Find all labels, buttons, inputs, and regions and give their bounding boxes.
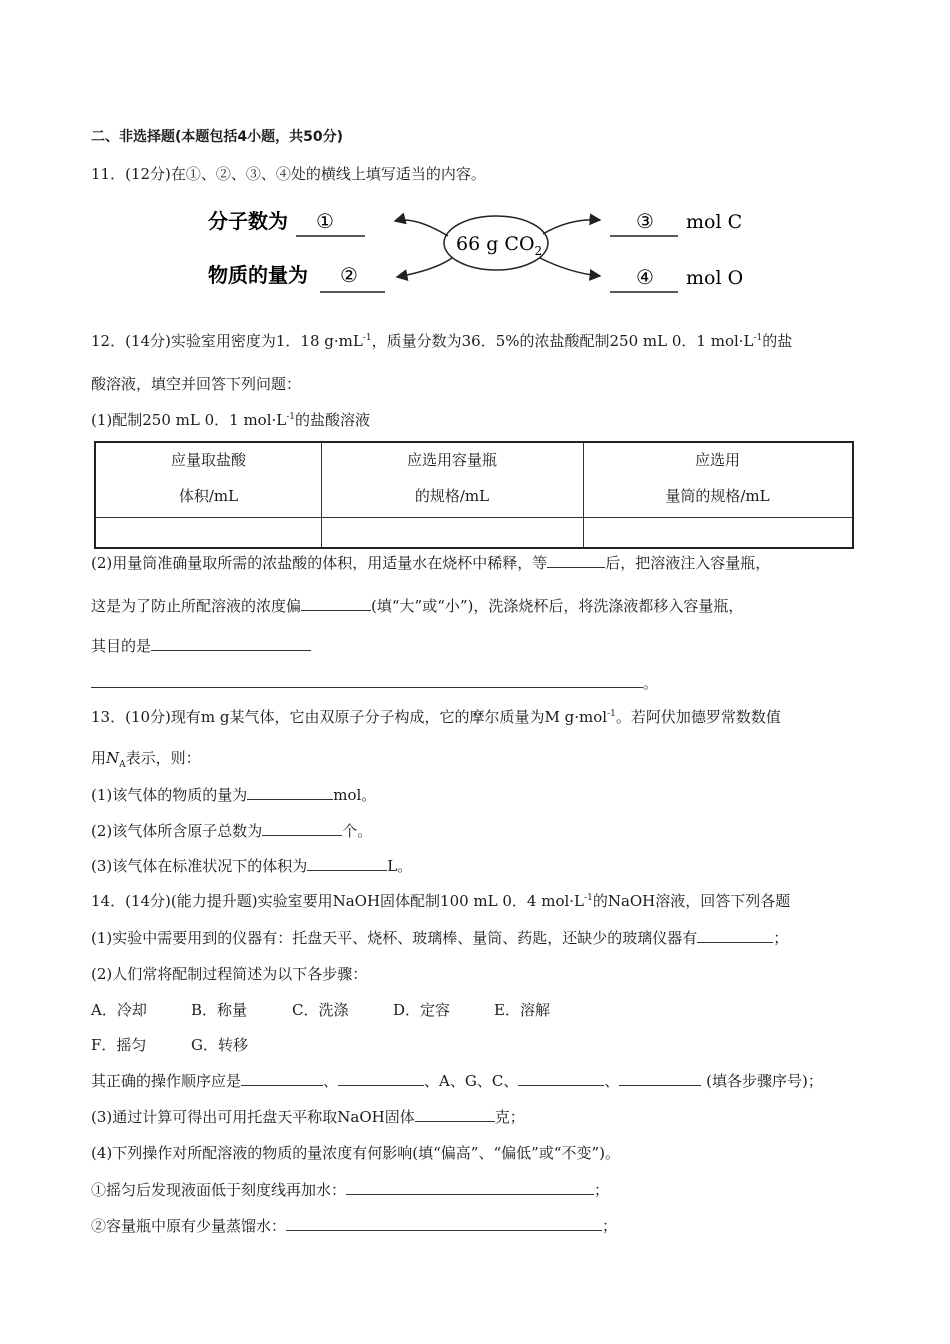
left-top-label: 分子数为 — [208, 209, 288, 233]
co2-diagram — [200, 198, 760, 308]
blank-purpose-continued[interactable] — [91, 673, 643, 688]
answer-table — [94, 441, 854, 549]
blank-atom-count[interactable] — [262, 821, 342, 836]
question-14-line1: 14．(14分)(能力提升题)实验室要用NaOH固体配制100 mL 0．4 $mol\cdot L^{-1}$的NaOH溶液，回答下列各题 — [91, 892, 791, 910]
question-12-sub1: (1)配制250 mL 0．1 $mol\cdot L^{-1}$的盐酸溶液 — [91, 411, 371, 429]
blank-concentration-bias[interactable] — [301, 596, 371, 611]
blank-amount-mol[interactable] — [247, 785, 333, 800]
step-a: A．冷却 — [91, 1001, 147, 1019]
blank-missing-glassware[interactable] — [697, 928, 773, 943]
question-14-item1: ①摇匀后发现液面低于刻度线再加水： ； — [91, 1181, 610, 1199]
table-header-col3-line1: 应选用 — [694, 451, 740, 469]
question-13-line2: 用$N_A$表示，则： — [91, 749, 201, 770]
table-header-col2-line2: 的规格/mL — [414, 487, 490, 505]
right-bottom-unit: mol O — [686, 267, 744, 289]
arrow-left-bottom — [397, 258, 452, 277]
question-14-order: 其正确的操作顺序应是 、 、A、G、C、 、 (填各步骤序号)； — [91, 1072, 823, 1090]
step-b: B．称量 — [191, 1001, 248, 1019]
question-11-text: 11．(12分)在①、②、③、④处的横线上填写适当的内容。 — [91, 165, 486, 183]
table-answer-cell-1[interactable] — [96, 518, 321, 548]
step-e: E．溶解 — [494, 1001, 550, 1019]
blank-purpose[interactable] — [151, 636, 311, 651]
section-title: 二、非选择题(本题包括4小题，共50分) — [91, 129, 344, 145]
right-top-blank: ③ — [636, 209, 654, 233]
question-14-item2: ②容量瓶中原有少量蒸馏水： ； — [91, 1217, 618, 1235]
blank-order-3[interactable] — [518, 1071, 604, 1086]
question-12-sub2-line3: 其目的是 — [91, 636, 311, 656]
blank-effect-1[interactable] — [346, 1180, 594, 1195]
step-c: C．洗涤 — [292, 1001, 349, 1019]
arrow-right-top — [543, 220, 600, 234]
question-14-sub3: (3)通过计算可得出可用托盘天平称取NaOH固体 克； — [91, 1108, 525, 1126]
question-14-sub1: (1)实验中需要用到的仪器有：托盘天平、烧杯、玻璃棒、量筒、药匙，还缺少的玻璃仪器有 ； — [91, 929, 789, 947]
step-f: F．摇匀 — [91, 1036, 147, 1054]
arrow-right-bottom — [540, 258, 600, 276]
right-top-unit: mol C — [686, 211, 743, 233]
table-header-col1-line2: 体积/mL — [178, 487, 239, 505]
left-bottom-label: 物质的量为 — [208, 263, 308, 287]
steps-row-1 — [91, 1000, 550, 1020]
question-14-sub4: (4)下列操作对所配溶液的物质的量浓度有何影响(填“偏高”、“偏低”或“不变”)。 — [91, 1144, 620, 1162]
right-bottom-blank: ④ — [636, 265, 654, 289]
table-answer-cell-3[interactable] — [584, 518, 852, 548]
steps-row-2 — [91, 1035, 248, 1055]
question-13-line1: 13．(10分)现有m g某气体，它由双原子分子构成，它的摩尔质量为M g·mol$^{-1}$。若阿伏加德罗常数数值 — [91, 708, 781, 726]
blank-volume[interactable] — [307, 856, 387, 871]
step-g: G．转移 — [191, 1036, 248, 1054]
blank-order-4[interactable] — [619, 1071, 701, 1086]
table-header-col1-line1: 应量取盐酸 — [170, 451, 246, 469]
co2-label: 66 g $CO_2$ — [456, 233, 543, 258]
question-12-sub2-line4: 。 — [91, 673, 658, 693]
question-12-line2: 酸溶液，填空并回答下列问题： — [91, 375, 302, 393]
table-header-col3-line2: 量筒的规格/mL — [665, 487, 770, 505]
question-12-sub2-line2: 这是为了防止所配溶液的浓度偏 (填“大”或“小”)，洗涤烧杯后，将洗涤液都移入容量瓶， — [91, 597, 744, 615]
blank-naoh-mass[interactable] — [415, 1107, 495, 1122]
blank-wait-until[interactable] — [547, 553, 605, 568]
question-12-sub2-line1: (2)用量筒准确量取所需的浓盐酸的体积，用适量水在烧杯中稀释，等 后，把溶液注入容量瓶， — [91, 554, 771, 572]
table-answer-cell-2[interactable] — [322, 518, 583, 548]
question-13-sub2: (2)该气体所含原子总数为 个。 — [91, 822, 373, 840]
left-top-blank: ① — [316, 209, 334, 233]
step-d: D．定容 — [393, 1001, 451, 1019]
question-14-sub2: (2)人们常将配制过程简述为以下各步骤： — [91, 965, 368, 983]
blank-order-1[interactable] — [241, 1071, 323, 1086]
question-13-sub1: (1)该气体的物质的量为 mol。 — [91, 786, 377, 804]
table-header-col2-line1: 应选用容量瓶 — [406, 451, 497, 469]
arrow-left-top — [395, 220, 448, 236]
question-13-sub3: (3)该气体在标准状况下的体积为 L。 — [91, 857, 413, 875]
blank-order-2[interactable] — [338, 1071, 424, 1086]
question-12-line1: 12．(14分)实验室用密度为1．18 $g\cdot mL^{-1}$，质量分数为36．5%的浓盐酸配制250 mL 0．1 $mol\cdot L^{-1}$的盐 — [91, 332, 793, 350]
blank-effect-2[interactable] — [286, 1216, 602, 1231]
left-bottom-blank: ② — [340, 263, 358, 287]
